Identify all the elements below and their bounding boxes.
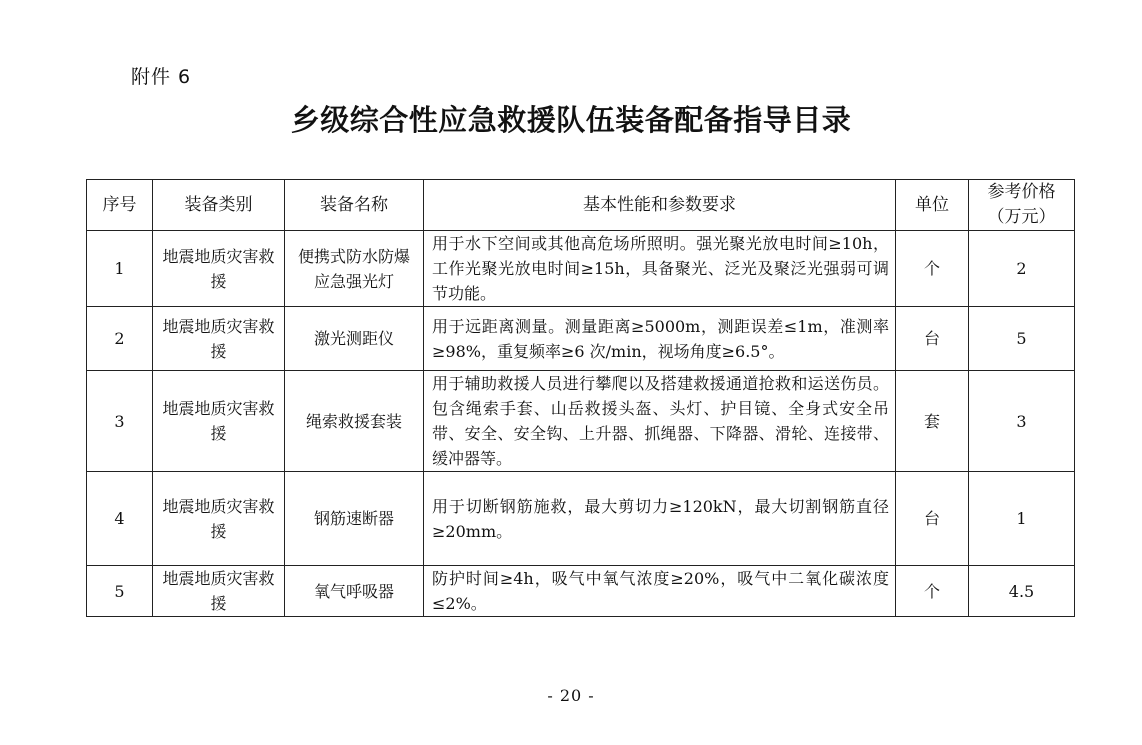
row-name: 便携式防水防爆应急强光灯 [285,231,424,307]
row-unit: 个 [896,566,969,617]
header-price [969,180,1075,231]
header-unit: 单位 [896,180,969,231]
row-price: 5 [969,307,1075,371]
row-name: 氧气呼吸器 [285,566,424,617]
row-no: 5 [87,566,153,617]
table-row [87,307,1075,371]
row-category: 地震地质灾害救援 [153,472,285,566]
document-title: 乡级综合性应急救援队伍装备配备指导目录 [290,103,852,137]
row-price: 3 [969,371,1075,472]
attachment-label: 附件 6 [131,66,192,88]
row-no: 2 [87,307,153,371]
header-spec: 基本性能和参数要求 [424,180,896,231]
row-name: 钢筋速断器 [285,472,424,566]
row-unit: 个 [896,231,969,307]
table-header-row [87,180,1075,231]
row-spec: 用于辅助救援人员进行攀爬以及搭建救援通道抢救和运送伤员。包含绳索手套、山岳救援头盔、头灯、护目镜、全身式安全吊带、安全、安全钩、上升器、抓绳器、下降器、滑轮、连接带、缓冲器等。 [424,371,896,472]
row-spec: 防护时间≥4h，吸气中氧气浓度≥20%，吸气中二氧化碳浓度≤2%。 [424,566,896,617]
row-price: 4.5 [969,566,1075,617]
row-unit: 台 [896,472,969,566]
page-number: - 20 - [547,686,595,705]
header-price-line1: 参考价格 [987,182,1056,202]
row-no: 3 [87,371,153,472]
table-row [87,566,1075,617]
header-name: 装备名称 [285,180,424,231]
header-category: 装备类别 [153,180,285,231]
header-no: 序号 [87,180,153,231]
row-name: 绳索救援套装 [285,371,424,472]
row-category: 地震地质灾害救援 [153,371,285,472]
row-price: 1 [969,472,1075,566]
row-unit: 台 [896,307,969,371]
table-row [87,371,1075,472]
table-row [87,231,1075,307]
row-category: 地震地质灾害救援 [153,231,285,307]
row-category: 地震地质灾害救援 [153,307,285,371]
row-unit: 套 [896,371,969,472]
equipment-catalog-table [86,179,1075,617]
row-spec: 用于切断钢筋施救，最大剪切力≥120kN，最大切割钢筋直径≥20mm。 [424,472,896,566]
row-no: 1 [87,231,153,307]
row-category: 地震地质灾害救援 [153,566,285,617]
table-row [87,472,1075,566]
row-spec: 用于水下空间或其他高危场所照明。强光聚光放电时间≥10h，工作光聚光放电时间≥15h，具备聚光、泛光及聚泛光强弱可调节功能。 [424,231,896,307]
row-spec: 用于远距离测量。测量距离≥5000m，测距误差≤1m，准测率≥98%，重复频率≥6 次/min，视场角度≥6.5°。 [424,307,896,371]
row-no: 4 [87,472,153,566]
header-price-line2: （万元） [987,207,1056,227]
row-name: 激光测距仪 [285,307,424,371]
row-price: 2 [969,231,1075,307]
